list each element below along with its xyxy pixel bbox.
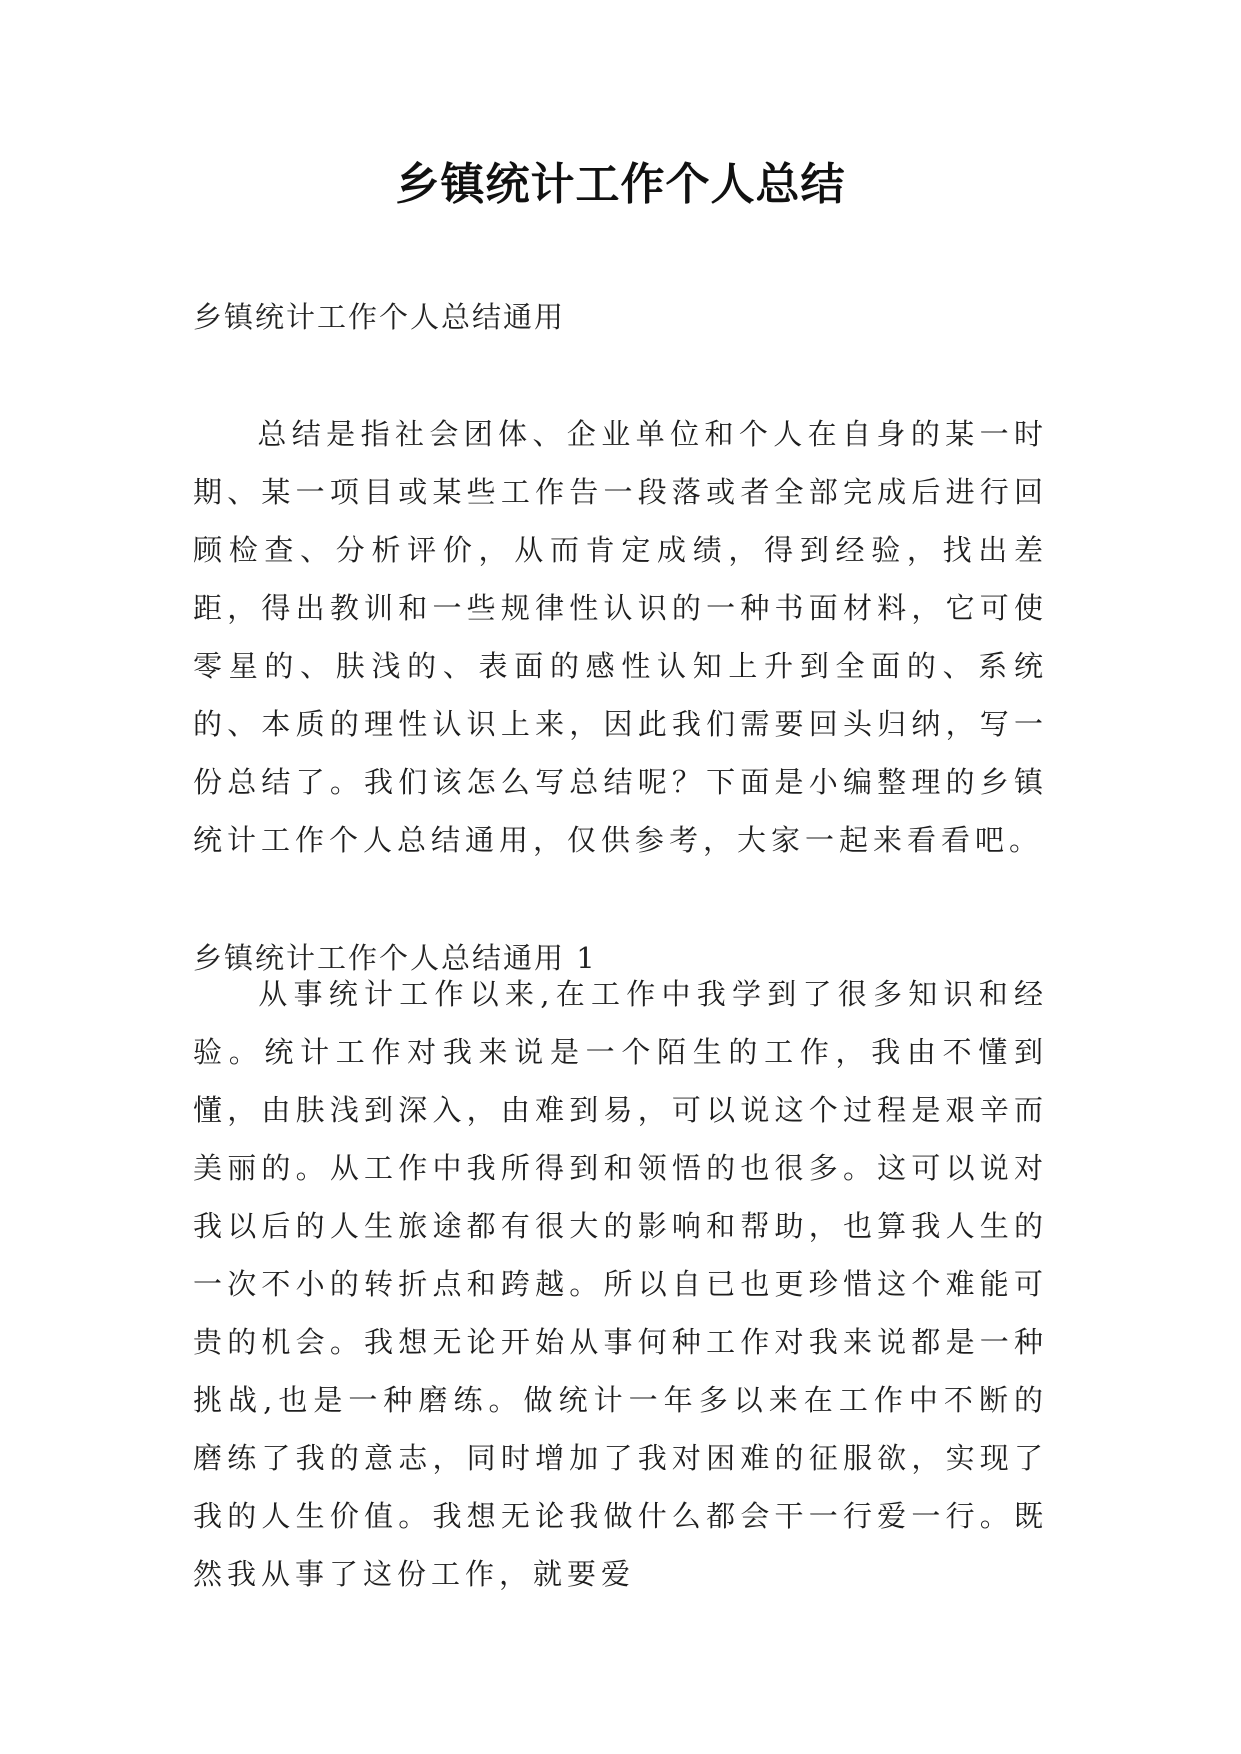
body-paragraph-1-text: 从事统计工作以来,在工作中我学到了很多知识和经验。统计工作对我来说是一个陌生的工作，我由不懂到懂，由肤浅到深入，由难到易，可以说这个过程是艰辛而美丽的。从工作中我所得到和领悟的也很多。这可以说对我以后的人生旅途都有很大的影响和帮助，也算我人生的一次不小的转折点和跨越。所以自已也更珍惜这个难能可贵的机会。我想无论开始从事何种工作对我来说都是一种挑战,也是一种磨练。做统计一年多以来在工作中不断的磨练了我的意志，同时增加了我对困难的征服欲，实现了我的人生价值。我想无论我做什么都会干一行爱一行。既然我从事了这份工作，就要爱	[193, 977, 1048, 1591]
document-title: 乡镇统计工作个人总结	[395, 159, 846, 210]
section-heading-1: 乡镇统计工作个人总结通用 1	[193, 941, 597, 975]
intro-paragraph-text: 总结是指社会团体、企业单位和个人在自身的某一时期、某一项目或某些工作告一段落或者全部完成后进行回顾检查、分析评价，从而肯定成绩，得到经验，找出差距，得出教训和一些规律性认识的一种书面材料，它可使零星的、肤浅的、表面的感性认知上升到全面的、系统的、本质的理性认识上来，因此我们需要回头归纳，写一份总结了。我们该怎么写总结呢？下面是小编整理的乡镇统计工作个人总结通用，仅供参考，大家一起来看看吧。	[193, 417, 1048, 857]
body-paragraph-1	[193, 965, 1048, 1603]
section-heading-general: 乡镇统计工作个人总结通用	[193, 300, 566, 334]
intro-paragraph	[193, 405, 1048, 869]
